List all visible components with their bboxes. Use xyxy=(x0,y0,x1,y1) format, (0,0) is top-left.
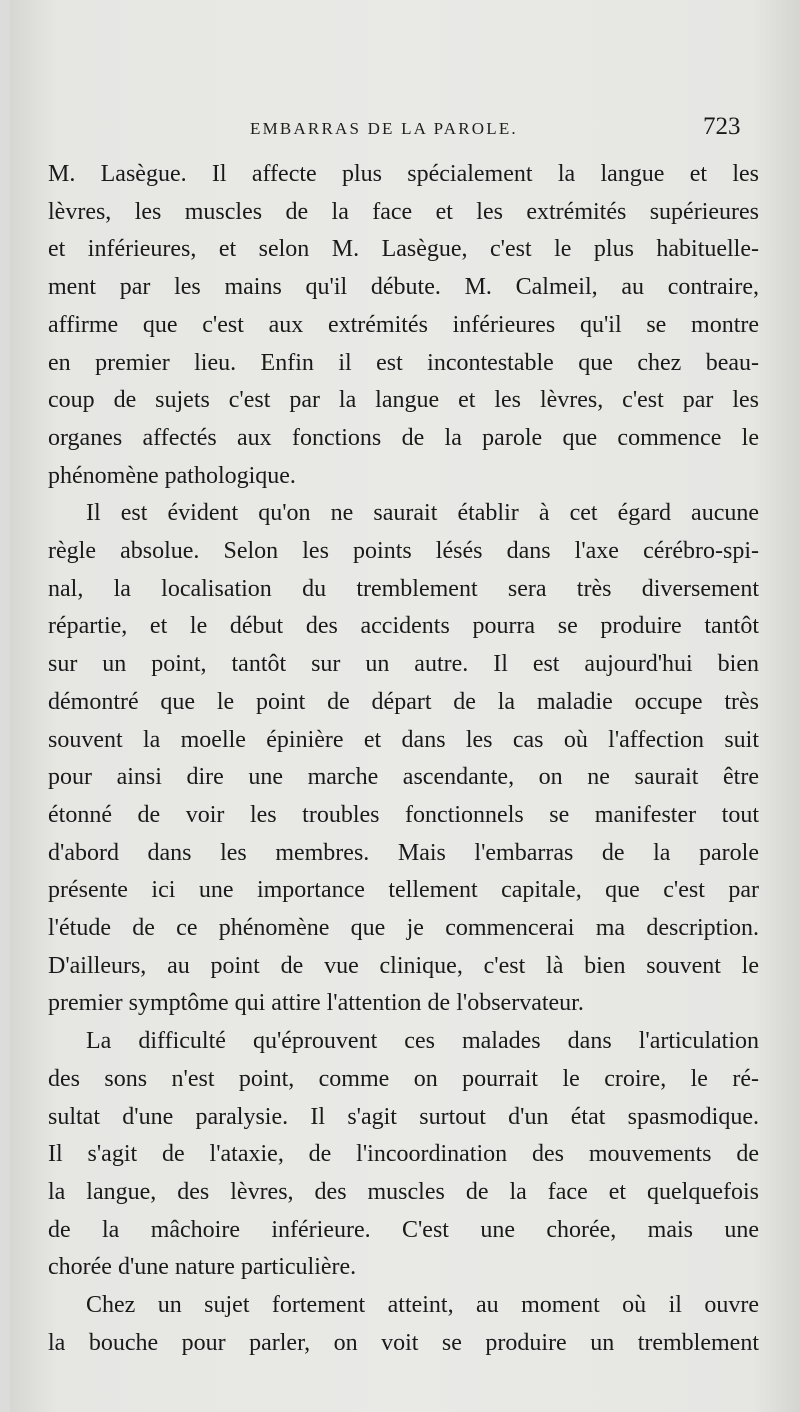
text-line: ment par les mains qu'il débute. M. Calmeil, au contraire, xyxy=(48,274,759,301)
text-line: d'abord dans les membres. Mais l'embarras de la parole xyxy=(48,839,759,866)
text-line: répartie, et le début des accidents pourra se produire tantôt xyxy=(48,613,759,640)
text-line: et inférieures, et selon M. Lasègue, c'est le plus habituelle- xyxy=(48,236,759,263)
text-line: Il s'agit de l'ataxie, de l'incoordination des mouvements de xyxy=(48,1141,759,1168)
paragraph xyxy=(48,156,759,495)
text-line: la langue, des lèvres, des muscles de la face et quelquefois xyxy=(48,1178,759,1205)
text-line: sultat d'une paralysie. Il s'agit surtout d'un état spasmodique. xyxy=(48,1103,759,1130)
text-line: pour ainsi dire une marche ascendante, on ne saurait être xyxy=(48,764,759,791)
text-line: nal, la localisation du tremblement sera très diversement xyxy=(48,575,759,602)
text-line: M. Lasègue. Il affecte plus spécialement la langue et les xyxy=(48,161,759,187)
text-line: la bouche pour parler, on voit se produire un tremblement xyxy=(48,1329,759,1356)
paragraph xyxy=(48,1287,759,1362)
text-line: organes affectés aux fonctions de la parole que commence le xyxy=(48,424,759,451)
text-line: étonné de voir les troubles fonctionnels se manifester tout xyxy=(48,801,759,828)
page-number: 723 xyxy=(703,113,741,140)
text-line: souvent la moelle épinière et dans les cas où l'affection suit xyxy=(48,726,759,753)
text-line: règle absolue. Selon les points lésés dans l'axe cérébro-spi- xyxy=(48,538,759,565)
running-head xyxy=(10,113,800,147)
text-line: Chez un sujet fortement atteint, au moment où il ouvre xyxy=(86,1292,759,1319)
text-line: D'ailleurs, au point de vue clinique, c'est là bien souvent le xyxy=(48,952,759,979)
paragraph xyxy=(48,1023,759,1287)
text-line: de la mâchoire inférieure. C'est une chorée, mais une xyxy=(48,1216,759,1243)
text-line: des sons n'est point, comme on pourrait le croire, le ré- xyxy=(48,1065,759,1092)
text-line: phénomène pathologique. xyxy=(48,462,296,489)
text-line: démontré que le point de départ de la maladie occupe très xyxy=(48,688,759,715)
text-line: l'étude de ce phénomène que je commencerai ma description. xyxy=(48,915,759,942)
text-line: sur un point, tantôt sur un autre. Il est aujourd'hui bien xyxy=(48,651,759,678)
text-line: premier symptôme qui attire l'attention de l'observateur. xyxy=(48,990,584,1017)
paragraph xyxy=(48,495,759,1023)
text-line: La difficulté qu'éprouvent ces malades dans l'articulation xyxy=(86,1028,759,1055)
text-line: présente ici une importance tellement capitale, que c'est par xyxy=(48,877,759,904)
text-line: lèvres, les muscles de la face et les extrémités supérieures xyxy=(48,198,759,225)
text-line: chorée d'une nature particulière. xyxy=(48,1254,357,1281)
book-page xyxy=(10,0,800,1412)
text-line: coup de sujets c'est par la langue et les lèvres, c'est par les xyxy=(48,387,759,414)
body-text xyxy=(48,156,759,1363)
text-line: en premier lieu. Enfin il est incontestable que chez beau- xyxy=(48,349,759,376)
text-line: affirme que c'est aux extrémités inférieures qu'il se montre xyxy=(48,311,759,338)
running-title: EMBARRAS DE LA PAROLE. xyxy=(250,119,518,138)
text-line: Il est évident qu'on ne saurait établir à cet égard aucune xyxy=(86,500,759,527)
